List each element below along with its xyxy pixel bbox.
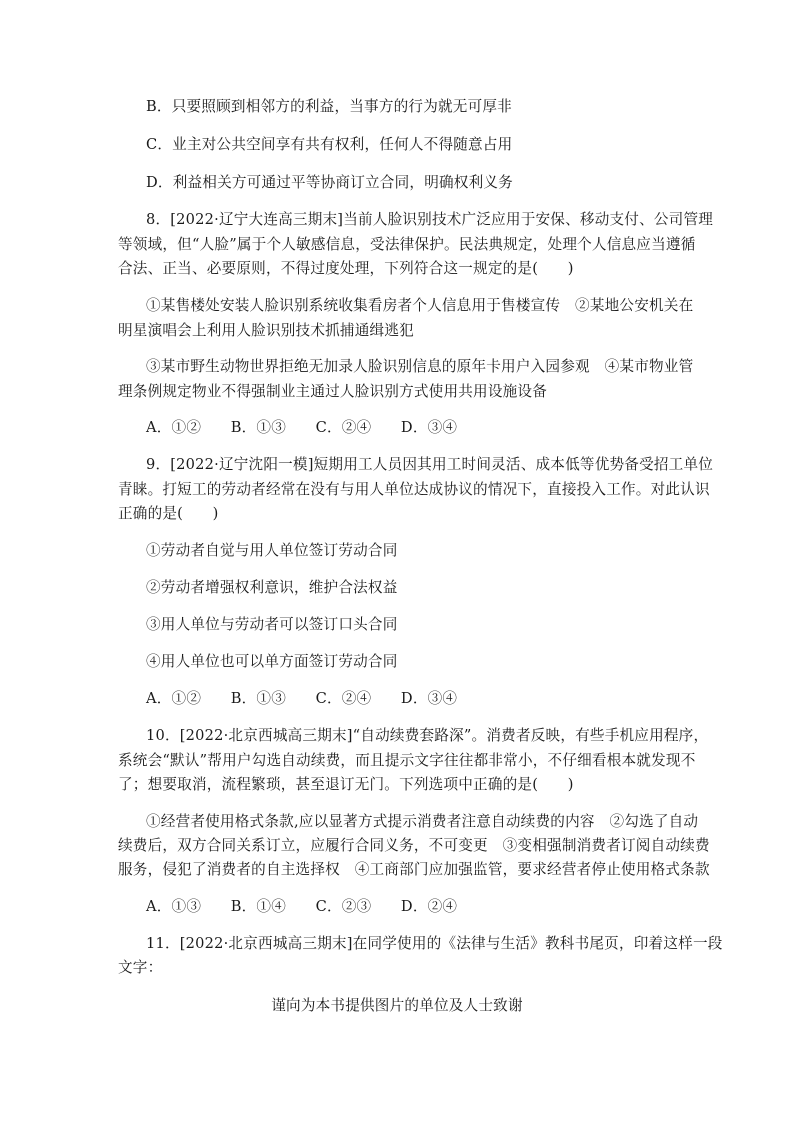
option-b-line: B．只要照顾到相邻方的利益，当事方的行为就无可厚非 bbox=[146, 98, 512, 115]
question-8-line-1: 8．[2022·辽宁大连高三期末]当前人脸识别技术广泛应用于安保、移动支付、公司管理 bbox=[146, 211, 714, 228]
option-d-line: D．利益相关方可通过平等协商订立合同，明确权利义务 bbox=[146, 174, 513, 191]
quoted-heading: 谨向为本书提供图片的单位及人士致谢 bbox=[271, 997, 523, 1014]
question-10-line-3: 了；想要取消，流程繁琐，甚至退订无门。下列选项中正确的是( ) bbox=[118, 776, 574, 793]
question-9-statement-3: ③用人单位与劳动者可以签订口头合同 bbox=[146, 616, 398, 633]
question-9-statement-4: ④用人单位也可以单方面签订劳动合同 bbox=[146, 653, 398, 670]
question-8-statement-line-3: ③某市野生动物世界拒绝无加录人脸识别信息的原年卡用户入园参观 ④某市物业管 bbox=[146, 358, 694, 375]
question-8-statement-line-1: ①某售楼处安装人脸识别系统收集看房者个人信息用于售楼宣传 ②某地公安机关在 bbox=[146, 297, 694, 314]
question-10-statement-line-1: ①经营者使用格式条款,应以显著方式提示消费者注意自动续费的内容 ②勾选了自动 bbox=[146, 813, 699, 830]
question-9-statement-2: ②劳动者增强权利意识，维护合法权益 bbox=[146, 579, 398, 596]
question-9-statement-1: ①劳动者自觉与用人单位签订劳动合同 bbox=[146, 542, 398, 559]
question-11-line-2: 文字： bbox=[118, 959, 163, 976]
question-9-answers: A．①② B．①③ C．②④ D．③④ bbox=[146, 690, 458, 707]
question-9-line-3: 正确的是( ) bbox=[118, 505, 219, 522]
question-10-line-2: 系统会“默认”帮用户勾选自动续费，而且提示文字往往都非常小，不仔细看根本就发现不 bbox=[118, 752, 696, 769]
question-11-line-1: 11．[2022·北京西城高三期末]在同学使用的《法律与生活》教科书尾页，印着这样一段 bbox=[146, 935, 723, 952]
question-8-statement-line-2: 明星演唱会上利用人脸识别技术抓捕通缉逃犯 bbox=[118, 322, 414, 339]
question-9-line-2: 青睐。打短工的劳动者经常在没有与用人单位达成协议的情况下，直接投入工作。对此认识 bbox=[118, 481, 710, 498]
option-c-line: C．业主对公共空间享有共有权利，任何人不得随意占用 bbox=[146, 136, 513, 153]
question-8-line-2: 等领域，但“人脸”属于个人敏感信息，受法律保护。民法典规定，处理个人信息应当遵循 bbox=[118, 236, 696, 253]
question-8-answers: A．①② B．①③ C．②④ D．③④ bbox=[146, 419, 458, 436]
question-10-answers: A．①③ B．①④ C．②③ D．②④ bbox=[146, 898, 458, 915]
question-10-statement-line-3: 服务，侵犯了消费者的自主选择权 ④工商部门应加强监管，要求经营者停止使用格式条款 bbox=[118, 861, 710, 878]
question-8-statement-line-4: 理条例规定物业不得强制业主通过人脸识别方式使用共用设施设备 bbox=[118, 383, 548, 400]
question-10-statement-line-2: 续费后，双方合同关系订立，应履行合同义务，不可变更 ③变相强制消费者订阅自动续费 bbox=[118, 837, 710, 854]
question-9-line-1: 9．[2022·辽宁沈阳一模]短期用工人员因其用工时间灵活、成本低等优势备受招工单位 bbox=[146, 456, 714, 473]
question-8-line-3: 合法、正当、必要原则，不得过度处理，下列符合这一规定的是( ) bbox=[118, 260, 574, 277]
question-10-line-1: 10．[2022·北京西城高三期末]“自动续费套路深”。消费者反映，有些手机应用程序， bbox=[146, 727, 709, 744]
